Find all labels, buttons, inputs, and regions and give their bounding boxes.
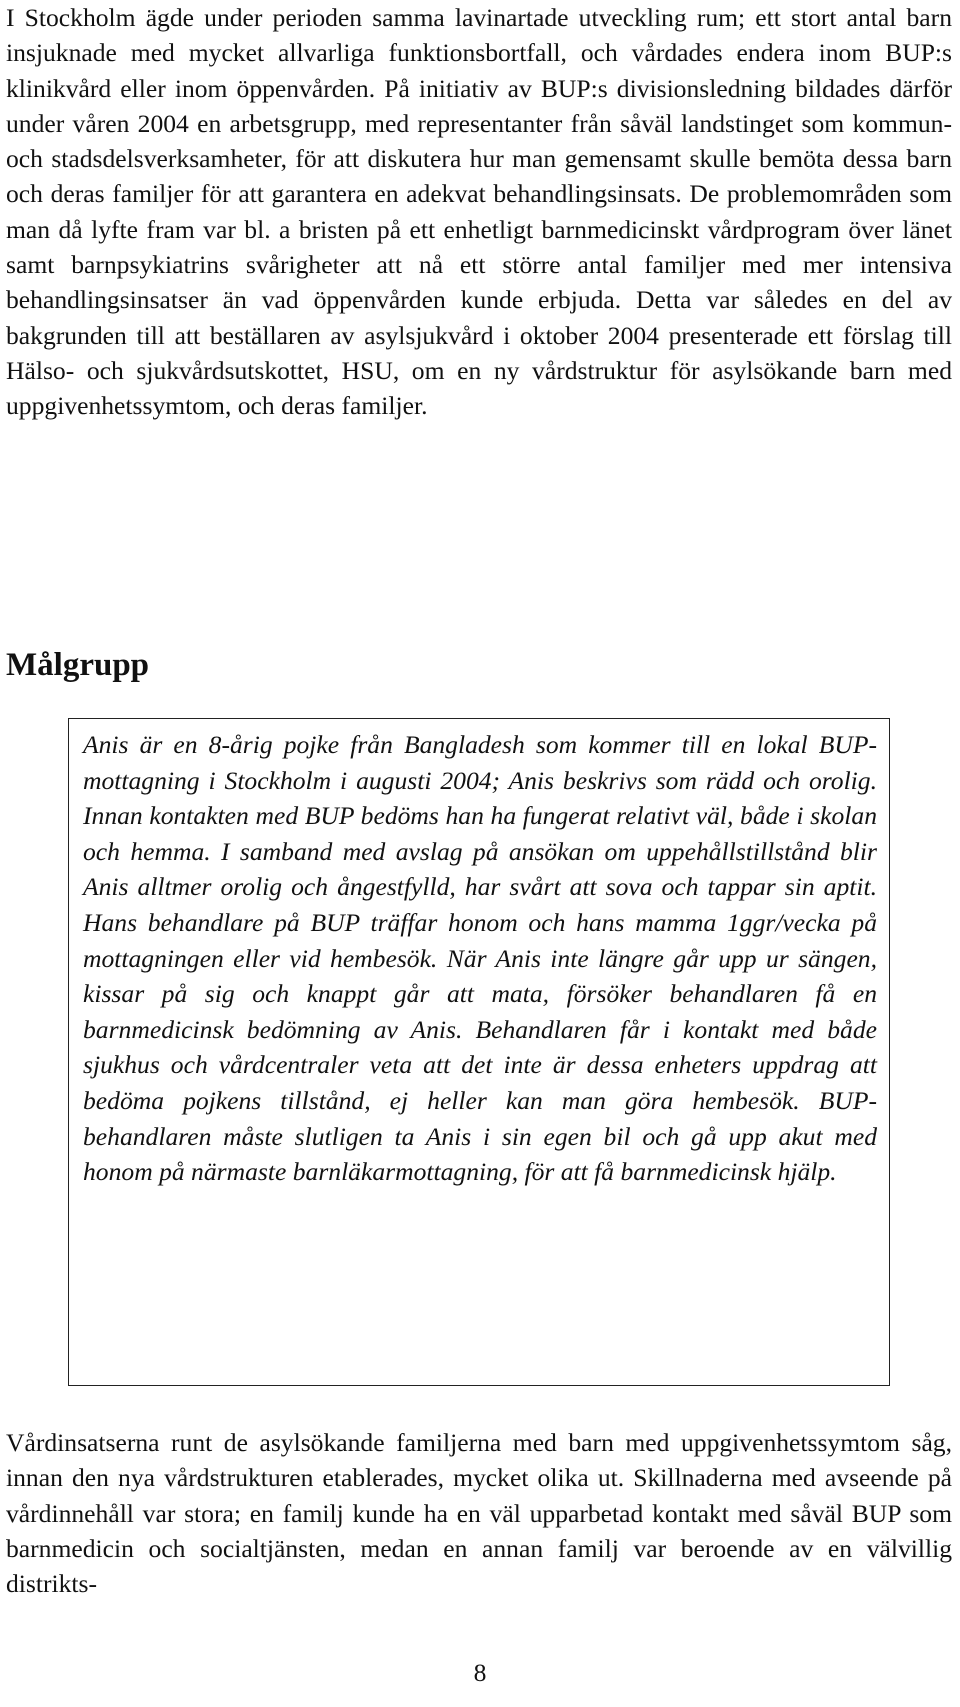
section-heading: Målgrupp bbox=[6, 647, 150, 683]
body-paragraph-intro: I Stockholm ägde under perioden samma lavinartade utveckling rum; ett stort antal barn insjuknade med mycket allvarliga funktionsbortfall, och vårdades endera inom BUP:s klinikvård eller inom öppenvården. På initiativ av BUP:s divisionsledning bildades därför under våren 2004 en arbetsgrupp, med representanter från såväl landstinget som kommun- och stadsdelsverksamheter, för att diskutera hur man gemensamt skulle bemöta dessa barn och deras familjer för att garantera en adekvat behandlingsinsats. De problemområden som man då lyfte fram var bl. a bristen på ett enhetligt barnmedicinskt vårdprogram över länet samt barnpsykiatrins svårigheter att nå ett större antal familjer med mer intensiva behandlingsinsatser än vad öppenvården kunde erbjuda. Detta var således en del av bakgrunden till att beställaren av asylsjukvård i oktober 2004 presenterade ett förslag till Hälso- och sjukvårdsutskottet, HSU, om en ny vårdstruktur för asylsökande barn med uppgivenhetssymtom, och deras familjer. bbox=[6, 3, 952, 421]
page-number: 8 bbox=[473, 1658, 487, 1687]
body-paragraph-after: Vårdinsatserna runt de asylsökande familjerna med barn med uppgivenhetssymtom såg, innan den nya vårdstrukturen etablerades, mycket olika ut. Skillnaderna med avseende på vårdinnehåll var stora; en familj kunde ha en väl upparbetad kontakt med såväl BUP som barnmedicin och socialtjänsten, medan en annan familj var beroende av en välvillig distrikts- bbox=[6, 1428, 952, 1599]
case-example-text: Anis är en 8-årig pojke från Bangladesh som kommer till en lokal BUP-mottagning i Stockholm i augusti 2004; Anis beskrivs som rädd och orolig. Innan kontakten med BUP bedöms han ha fungerat relativt väl, både i skolan och hemma. I samband med avslag på ansökan om uppehållstillstånd blir Anis alltmer orolig och ångestfylld, har svårt att sova och tappar sin aptit. Hans behandlare på BUP träffar honom och hans mamma 1ggr/vecka på mottagningen eller vid hembesök. När Anis inte längre går upp ur sängen, kissar på sig och knappt går att mata, försöker behandlaren få en barnmedicinsk bedömning av Anis. Behandlaren får i kontakt med både sjukhus och vårdcentraler veta att det inte är dessa enheters uppdrag att bedöma pojkens tillstånd, ej heller kan man göra hembesök. BUP-behandlaren måste slutligen ta Anis i sin egen bil och gå upp akut med honom på närmaste barnläkarmottagning, för att få barnmedicinsk hjälp. bbox=[83, 730, 877, 1187]
case-example-box bbox=[68, 718, 890, 1386]
